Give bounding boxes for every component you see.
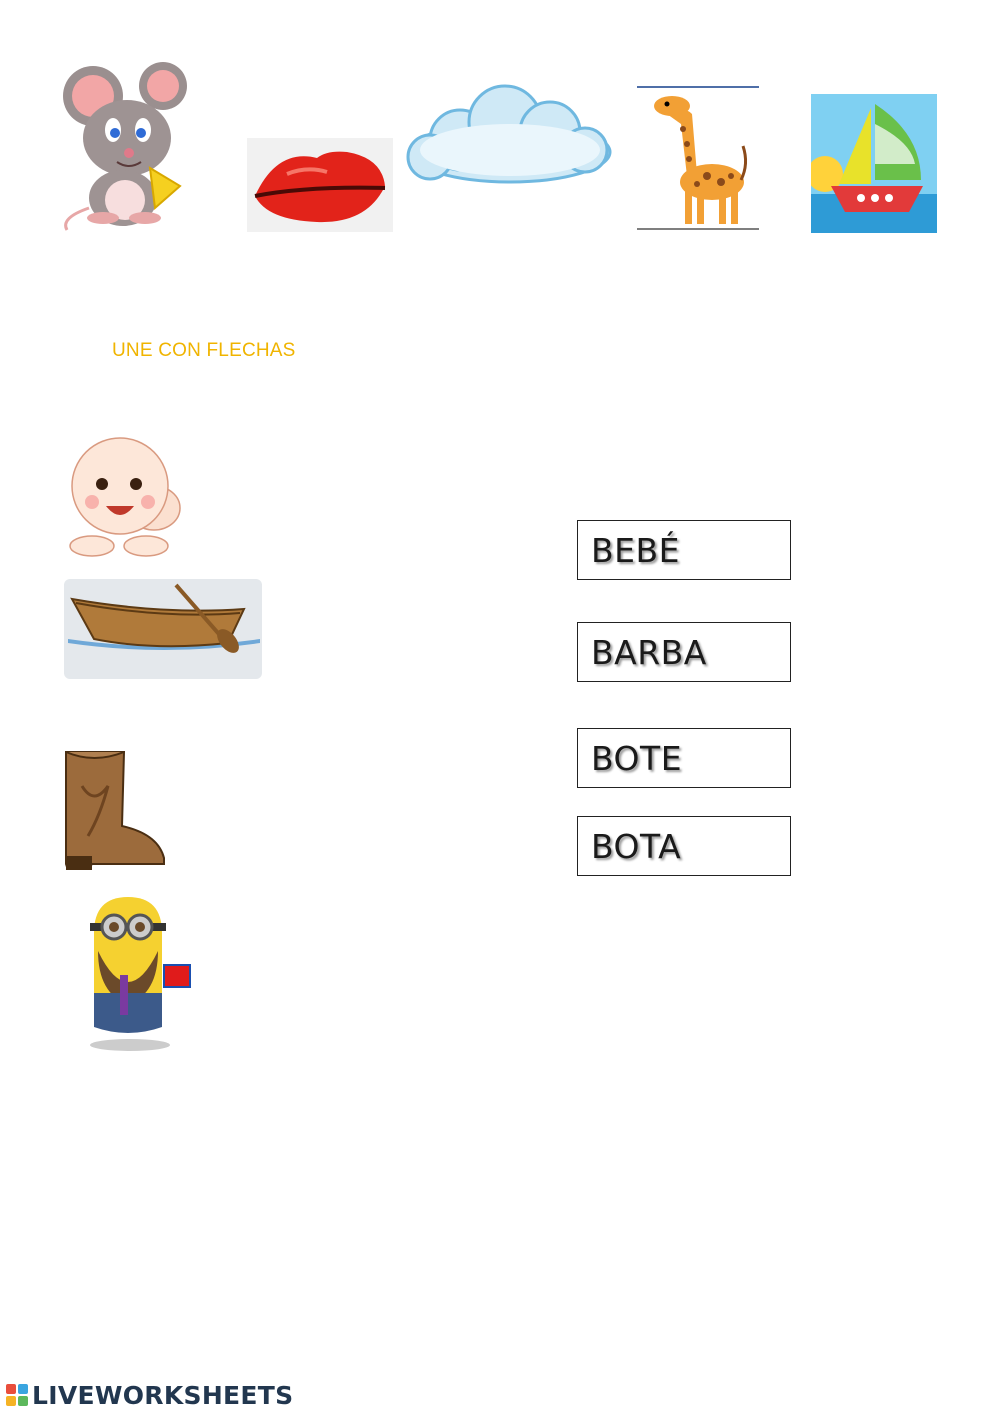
brand-text: LIVEWORKSHEETS bbox=[32, 1380, 294, 1410]
bearded-minion-icon bbox=[80, 893, 202, 1053]
word-box-bota[interactable] bbox=[577, 816, 791, 876]
cloud-icon bbox=[400, 82, 620, 192]
word-box-bote[interactable] bbox=[577, 728, 791, 788]
sailboat-icon bbox=[811, 94, 937, 233]
giraffe-icon bbox=[637, 84, 759, 232]
baby-icon bbox=[62, 428, 184, 558]
mouse-icon bbox=[55, 58, 195, 233]
instruction-text: UNE CON FLECHAS bbox=[112, 340, 296, 361]
logo-grid-icon bbox=[6, 1384, 28, 1406]
liveworksheets-logo[interactable] bbox=[6, 1381, 293, 1409]
word-label: BARBA bbox=[591, 633, 707, 672]
word-label: BEBÉ bbox=[591, 531, 680, 570]
word-label: BOTA bbox=[591, 827, 682, 866]
boot-icon bbox=[58, 746, 166, 870]
lips-icon bbox=[247, 138, 393, 232]
word-box-bebe[interactable] bbox=[577, 520, 791, 580]
rowboat-icon bbox=[64, 579, 262, 679]
word-box-barba[interactable] bbox=[577, 622, 791, 682]
word-label: BOTE bbox=[591, 739, 683, 778]
